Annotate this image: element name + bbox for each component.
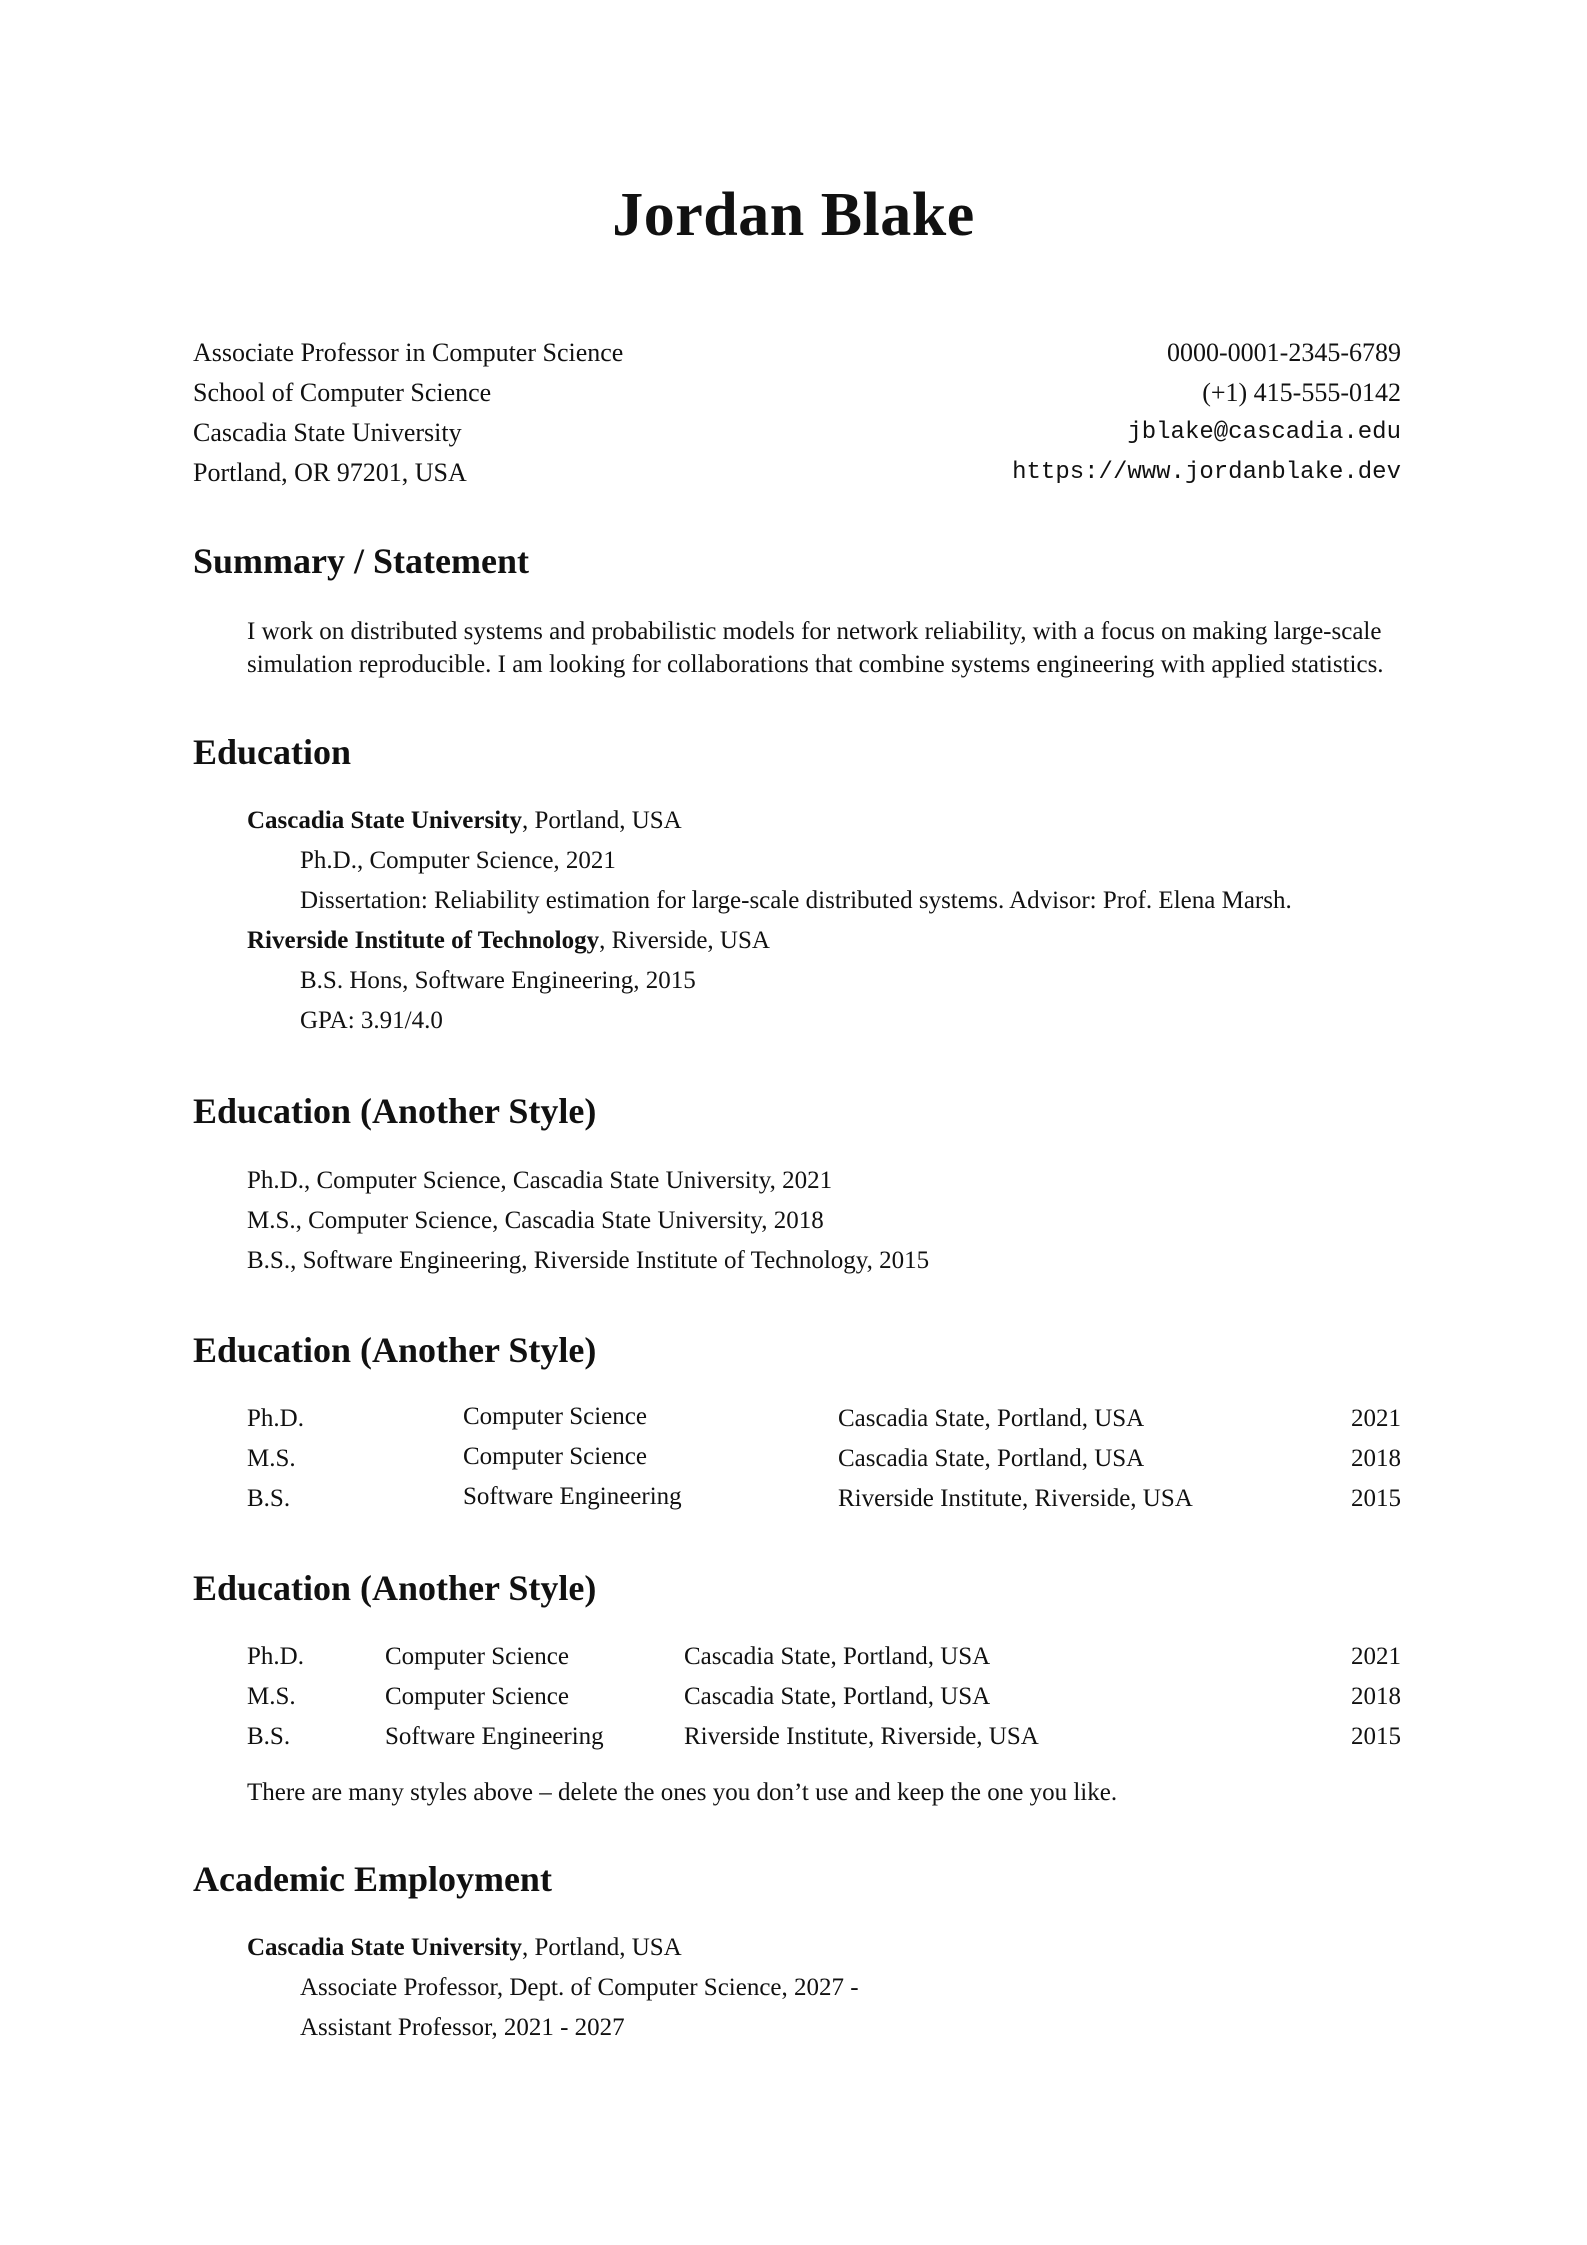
table-cell-year: 2018: [1351, 1683, 1401, 1710]
education-detail: Dissertation: Reliability estimation for large-scale distributed systems. Advisor: Prof. Elena Marsh.: [300, 887, 1292, 914]
table-cell-institution: Cascadia State, Portland, USA: [684, 1643, 991, 1670]
table-cell-year: 2018: [1351, 1445, 1401, 1472]
employment-entry-header: [247, 1934, 682, 1962]
table-cell-degree: B.S.: [247, 1485, 291, 1512]
employment-detail: Assistant Professor, 2021 - 2027: [300, 2014, 625, 2041]
table-cell-field: Computer Science: [463, 1443, 647, 1470]
phone-number: (+1) 415-555-0142: [1202, 378, 1401, 407]
institution-name: Cascadia State University: [247, 807, 522, 834]
section-title-employment: Academic Employment: [193, 1859, 552, 1899]
email-link[interactable]: jblake@cascadia.edu: [1127, 419, 1401, 446]
table-cell-institution: Cascadia State, Portland, USA: [838, 1445, 1145, 1472]
education-entry-header: [247, 927, 770, 955]
cv-name: Jordan Blake: [612, 181, 975, 249]
summary-line: I work on distributed systems and probabilistic models for network reliability, with a focus on making large-scale: [247, 618, 1382, 645]
table-cell-year: 2015: [1351, 1485, 1401, 1512]
table-cell-institution: Cascadia State, Portland, USA: [838, 1405, 1145, 1432]
institution-name: Riverside Institute of Technology: [247, 927, 600, 954]
section-title-education: Education: [193, 732, 352, 772]
contact-title: Associate Professor in Computer Science: [193, 338, 624, 367]
table-cell-field: Computer Science: [385, 1643, 569, 1670]
section-title-summary: Summary / Statement: [193, 541, 529, 581]
table-cell-year: 2015: [1351, 1723, 1401, 1750]
employment-detail: Associate Professor, Dept. of Computer Science, 2027 -: [300, 1974, 859, 2001]
table-cell-degree: M.S.: [247, 1445, 296, 1472]
education-line: Ph.D., Computer Science, Cascadia State University, 2021: [247, 1167, 833, 1194]
education-detail: Ph.D., Computer Science, 2021: [300, 847, 616, 874]
styles-note: There are many styles above – delete the ones you don’t use and keep the one you like.: [247, 1779, 1118, 1806]
institution-name: Cascadia State University: [247, 1934, 522, 1961]
table-cell-institution: Cascadia State, Portland, USA: [684, 1683, 991, 1710]
table-cell-institution: Riverside Institute, Riverside, USA: [684, 1723, 1039, 1750]
table-cell-institution: Riverside Institute, Riverside, USA: [838, 1485, 1193, 1512]
table-cell-field: Computer Science: [385, 1683, 569, 1710]
table-cell-field: Software Engineering: [385, 1723, 604, 1750]
table-cell-year: 2021: [1351, 1643, 1401, 1670]
orcid-link[interactable]: 0000-0001-2345-6789: [1167, 338, 1401, 367]
table-cell-year: 2021: [1351, 1405, 1401, 1432]
education-detail: GPA: 3.91/4.0: [300, 1007, 443, 1034]
institution-location: , Riverside, USA: [599, 927, 770, 954]
contact-address: Portland, OR 97201, USA: [193, 458, 467, 487]
section-title-education-style2: Education (Another Style): [193, 1091, 597, 1131]
education-line: M.S., Computer Science, Cascadia State University, 2018: [247, 1207, 824, 1234]
summary-line: simulation reproducible. I am looking for collaborations that combine systems engineering with applied statistics.: [247, 651, 1384, 678]
table-cell-degree: Ph.D.: [247, 1643, 304, 1670]
section-title-education-style3: Education (Another Style): [193, 1330, 597, 1370]
contact-school: School of Computer Science: [193, 378, 492, 407]
education-line: B.S., Software Engineering, Riverside Institute of Technology, 2015: [247, 1247, 930, 1274]
contact-university: Cascadia State University: [193, 418, 462, 447]
institution-location: , Portland, USA: [521, 807, 682, 834]
table-cell-degree: B.S.: [247, 1723, 291, 1750]
section-title-education-style4: Education (Another Style): [193, 1568, 597, 1608]
table-cell-field: Computer Science: [463, 1403, 647, 1430]
table-cell-degree: Ph.D.: [247, 1405, 304, 1432]
table-cell-field: Software Engineering: [463, 1483, 682, 1510]
institution-location: , Portland, USA: [521, 1934, 682, 1961]
education-detail: B.S. Hons, Software Engineering, 2015: [300, 967, 696, 994]
table-cell-degree: M.S.: [247, 1683, 296, 1710]
website-link[interactable]: https://www.jordanblake.dev: [1012, 459, 1401, 486]
education-entry-header: [247, 807, 682, 835]
